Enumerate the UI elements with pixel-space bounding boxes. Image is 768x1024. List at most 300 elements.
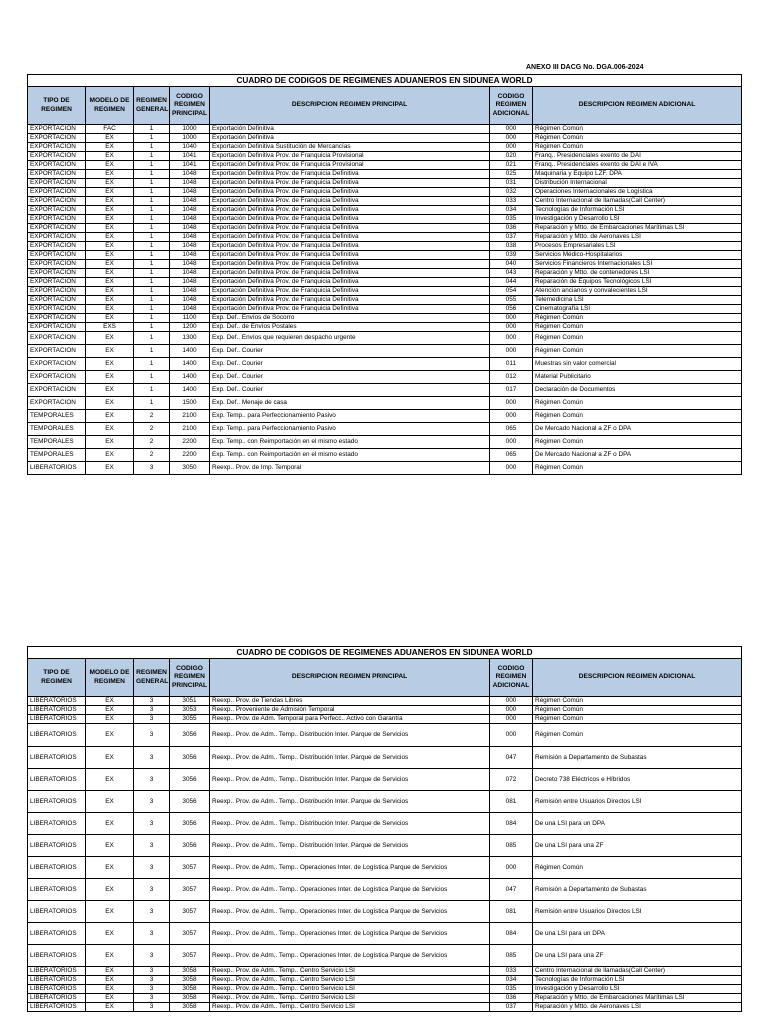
cell-descripcion-adicional: Remisión a Departamento de Subastas bbox=[533, 747, 742, 769]
table-row bbox=[28, 423, 742, 436]
cell-descripcion-principal: Exp. Def.. Envíos de Socorro bbox=[210, 314, 490, 323]
cell-regimen-general: 3 bbox=[134, 791, 170, 813]
cell-codigo-adicional: 000 bbox=[490, 314, 533, 323]
cell-tipo-regimen: EXPORTACION bbox=[28, 269, 86, 278]
cell-modelo-regimen: EX bbox=[86, 462, 134, 475]
cell-codigo-adicional: 000 bbox=[490, 323, 533, 332]
table-row bbox=[28, 188, 742, 197]
table-row bbox=[28, 857, 742, 879]
cell-regimen-general: 2 bbox=[134, 423, 170, 436]
cell-tipo-regimen: EXPORTACION bbox=[28, 345, 86, 358]
cell-tipo-regimen: LIBERATORIOS bbox=[28, 945, 86, 967]
cell-codigo-principal: 1048 bbox=[170, 233, 210, 242]
cell-regimen-general: 3 bbox=[134, 901, 170, 923]
table-row bbox=[28, 332, 742, 345]
cell-codigo-principal: 1400 bbox=[170, 358, 210, 371]
cell-codigo-adicional: 081 bbox=[490, 791, 533, 813]
cell-codigo-principal: 1500 bbox=[170, 397, 210, 410]
cell-codigo-principal: 1000 bbox=[170, 134, 210, 143]
cell-modelo-regimen: EX bbox=[86, 358, 134, 371]
cell-tipo-regimen: EXPORTACION bbox=[28, 224, 86, 233]
cell-modelo-regimen: EX bbox=[86, 945, 134, 967]
cell-descripcion-principal: Reexp.. Prov. de Adm.. Temp.. Distribución Inter. Parque de Servicios bbox=[210, 835, 490, 857]
cell-tipo-regimen: LIBERATORIOS bbox=[28, 835, 86, 857]
cell-codigo-adicional: 065 bbox=[490, 423, 533, 436]
cell-codigo-adicional: 000 bbox=[490, 332, 533, 345]
cell-modelo-regimen: EX bbox=[86, 857, 134, 879]
table-row bbox=[28, 976, 742, 985]
cell-descripcion-principal: Reexp.. Prov. de Adm.. Temp.. Operaciones Inter. de Logística Parque de Servicios bbox=[210, 923, 490, 945]
cell-tipo-regimen: EXPORTACION bbox=[28, 314, 86, 323]
table-row bbox=[28, 879, 742, 901]
cell-regimen-general: 3 bbox=[134, 769, 170, 791]
cell-codigo-principal: 3056 bbox=[170, 813, 210, 835]
cell-codigo-adicional: 047 bbox=[490, 747, 533, 769]
cell-descripcion-adicional: De una LSI para un DPA bbox=[533, 923, 742, 945]
cell-descripcion-principal: Exportación Definitiva Prov. de Franquicia Definitiva bbox=[210, 242, 490, 251]
cell-tipo-regimen: LIBERATORIOS bbox=[28, 747, 86, 769]
header-codigo-adicional: CODIGO REGIMEN ADICIONAL bbox=[490, 659, 533, 697]
cell-descripcion-adicional: Régimen Común bbox=[533, 143, 742, 152]
table-row bbox=[28, 314, 742, 323]
cell-codigo-principal: 3056 bbox=[170, 724, 210, 747]
cell-tipo-regimen: LIBERATORIOS bbox=[28, 976, 86, 985]
table-row bbox=[28, 923, 742, 945]
cell-descripcion-adicional: Decreto 738 Eléctricos e Híbridos bbox=[533, 769, 742, 791]
cell-tipo-regimen: EXPORTACION bbox=[28, 323, 86, 332]
header-regimen-general: REGIMEN GENERAL bbox=[134, 659, 170, 697]
cell-codigo-principal: 1048 bbox=[170, 269, 210, 278]
cell-descripcion-adicional: Reparación y Mtto. de Embarcaciones Marítimas LSI bbox=[533, 224, 742, 233]
cell-codigo-principal: 3057 bbox=[170, 901, 210, 923]
cell-codigo-principal: 1048 bbox=[170, 206, 210, 215]
table-row bbox=[28, 706, 742, 715]
header-modelo-regimen: MODELO DE REGIMEN bbox=[86, 87, 134, 125]
cell-codigo-principal: 1000 bbox=[170, 125, 210, 134]
cell-descripcion-principal: Exp. Temp.. con Reimportación en el mismo estado bbox=[210, 436, 490, 449]
cell-tipo-regimen: EXPORTACION bbox=[28, 371, 86, 384]
cell-tipo-regimen: EXPORTACION bbox=[28, 125, 86, 134]
table-2-body bbox=[28, 697, 742, 1012]
cell-codigo-adicional: 032 bbox=[490, 188, 533, 197]
cell-regimen-general: 3 bbox=[134, 715, 170, 724]
cell-codigo-adicional: 031 bbox=[490, 179, 533, 188]
cell-codigo-adicional: 044 bbox=[490, 278, 533, 287]
cell-modelo-regimen: EX bbox=[86, 188, 134, 197]
cell-descripcion-principal: Exp. Def.. Courier bbox=[210, 371, 490, 384]
cell-codigo-adicional: 000 bbox=[490, 697, 533, 706]
cell-descripcion-principal: Exp. Def.. de Envíos Postales bbox=[210, 323, 490, 332]
cell-descripcion-adicional: Régimen Común bbox=[533, 715, 742, 724]
cell-descripcion-adicional: Reparación y Mtto. de Embarcaciones Marítimas LSI bbox=[533, 994, 742, 1003]
cell-codigo-principal: 2100 bbox=[170, 410, 210, 423]
cell-modelo-regimen: EX bbox=[86, 901, 134, 923]
cell-modelo-regimen: EX bbox=[86, 397, 134, 410]
cell-codigo-adicional: 000 bbox=[490, 410, 533, 423]
table-row bbox=[28, 296, 742, 305]
table-row bbox=[28, 305, 742, 314]
cell-codigo-principal: 1400 bbox=[170, 371, 210, 384]
cell-regimen-general: 3 bbox=[134, 835, 170, 857]
cell-tipo-regimen: LIBERATORIOS bbox=[28, 879, 86, 901]
cell-regimen-general: 1 bbox=[134, 179, 170, 188]
cell-codigo-adicional: 072 bbox=[490, 769, 533, 791]
cell-modelo-regimen: EX bbox=[86, 161, 134, 170]
cell-descripcion-principal: Reexp.. Prov. de Tiendas Libres bbox=[210, 697, 490, 706]
cell-descripcion-principal: Exportación Definitiva Prov. de Franquicia Definitiva bbox=[210, 260, 490, 269]
cell-modelo-regimen: EX bbox=[86, 967, 134, 976]
cell-codigo-adicional: 033 bbox=[490, 197, 533, 206]
header-descripcion-adicional: DESCRIPCION REGIMEN ADICIONAL bbox=[533, 87, 742, 125]
cell-regimen-general: 3 bbox=[134, 857, 170, 879]
cell-tipo-regimen: EXPORTACION bbox=[28, 397, 86, 410]
cell-codigo-adicional: 056 bbox=[490, 305, 533, 314]
cell-descripcion-principal: Reexp.. Prov. de Adm.. Temp.. Centro Servicio LSI bbox=[210, 967, 490, 976]
cell-regimen-general: 3 bbox=[134, 945, 170, 967]
cell-modelo-regimen: EX bbox=[86, 410, 134, 423]
cell-tipo-regimen: LIBERATORIOS bbox=[28, 706, 86, 715]
cell-codigo-principal: 3057 bbox=[170, 945, 210, 967]
table-row bbox=[28, 260, 742, 269]
cell-descripcion-adicional: Maquinaria y Equipo LZF. DPA bbox=[533, 170, 742, 179]
cell-regimen-general: 3 bbox=[134, 697, 170, 706]
cell-tipo-regimen: LIBERATORIOS bbox=[28, 985, 86, 994]
cell-regimen-general: 1 bbox=[134, 206, 170, 215]
cell-modelo-regimen: EXS bbox=[86, 323, 134, 332]
cell-codigo-adicional: 054 bbox=[490, 287, 533, 296]
table-row bbox=[28, 436, 742, 449]
table-title: CUADRO DE CODIGOS DE REGIMENES ADUANEROS EN SIDUNEA WORLD bbox=[27, 646, 742, 658]
cell-descripcion-principal: Reexp.. Prov. de Adm.. Temp.. Distribución Inter. Parque de Servicios bbox=[210, 791, 490, 813]
cell-codigo-adicional: 000 bbox=[490, 134, 533, 143]
cell-modelo-regimen: EX bbox=[86, 1003, 134, 1012]
table-row bbox=[28, 242, 742, 251]
cell-modelo-regimen: EX bbox=[86, 791, 134, 813]
cell-descripcion-principal: Exp. Def.. Menaje de casa bbox=[210, 397, 490, 410]
cell-regimen-general: 2 bbox=[134, 410, 170, 423]
cell-codigo-adicional: 000 bbox=[490, 345, 533, 358]
cell-tipo-regimen: EXPORTACION bbox=[28, 305, 86, 314]
cell-modelo-regimen: EX bbox=[86, 449, 134, 462]
cell-tipo-regimen: TEMPORALES bbox=[28, 436, 86, 449]
regime-codes-table-2 bbox=[27, 646, 742, 1012]
cell-regimen-general: 1 bbox=[134, 287, 170, 296]
cell-descripcion-adicional: Investigación y Desarrollo LSI bbox=[533, 985, 742, 994]
table-row bbox=[28, 1003, 742, 1012]
cell-codigo-adicional: 065 bbox=[490, 449, 533, 462]
cell-modelo-regimen: EX bbox=[86, 197, 134, 206]
cell-codigo-principal: 1040 bbox=[170, 143, 210, 152]
cell-regimen-general: 1 bbox=[134, 314, 170, 323]
cell-descripcion-adicional: Régimen Común bbox=[533, 314, 742, 323]
cell-codigo-adicional: 038 bbox=[490, 242, 533, 251]
cell-codigo-principal: 1200 bbox=[170, 323, 210, 332]
cell-codigo-principal: 1048 bbox=[170, 296, 210, 305]
cell-modelo-regimen: EX bbox=[86, 224, 134, 233]
cell-descripcion-principal: Reexp.. Prov. de Adm.. Temp.. Distribución Inter. Parque de Servicios bbox=[210, 747, 490, 769]
cell-descripcion-principal: Exportación Definitiva Prov. de Franquicia Definitiva bbox=[210, 278, 490, 287]
cell-modelo-regimen: EX bbox=[86, 170, 134, 179]
cell-tipo-regimen: EXPORTACION bbox=[28, 197, 86, 206]
cell-modelo-regimen: EX bbox=[86, 976, 134, 985]
cell-codigo-adicional: 000 bbox=[490, 125, 533, 134]
cell-tipo-regimen: EXPORTACION bbox=[28, 296, 86, 305]
cell-descripcion-adicional: Régimen Común bbox=[533, 857, 742, 879]
cell-codigo-principal: 1048 bbox=[170, 278, 210, 287]
cell-codigo-adicional: 043 bbox=[490, 269, 533, 278]
cell-descripcion-adicional: Remisión entre Usuarios Directos LSI bbox=[533, 901, 742, 923]
cell-descripcion-principal: Reexp.. Prov. de Adm.. Temp.. Distribución Inter. Parque de Servicios bbox=[210, 724, 490, 747]
cell-modelo-regimen: EX bbox=[86, 436, 134, 449]
cell-codigo-adicional: 000 bbox=[490, 724, 533, 747]
cell-modelo-regimen: EX bbox=[86, 134, 134, 143]
table-row bbox=[28, 813, 742, 835]
table-row bbox=[28, 251, 742, 260]
cell-descripcion-principal: Exp. Def.. Courier bbox=[210, 384, 490, 397]
cell-tipo-regimen: EXPORTACION bbox=[28, 384, 86, 397]
cell-modelo-regimen: EX bbox=[86, 251, 134, 260]
cell-descripcion-principal: Exportación Definitiva Prov. de Franquicia Provisional bbox=[210, 152, 490, 161]
cell-tipo-regimen: TEMPORALES bbox=[28, 449, 86, 462]
cell-descripcion-adicional: Telemedicina LSI bbox=[533, 296, 742, 305]
table-row bbox=[28, 215, 742, 224]
cell-codigo-principal: 1400 bbox=[170, 384, 210, 397]
cell-codigo-principal: 3058 bbox=[170, 1003, 210, 1012]
header-descripcion-principal: DESCRIPCION REGIMEN PRINCIPAL bbox=[210, 659, 490, 697]
table-row bbox=[28, 345, 742, 358]
cell-regimen-general: 3 bbox=[134, 1003, 170, 1012]
cell-modelo-regimen: EX bbox=[86, 371, 134, 384]
cell-regimen-general: 3 bbox=[134, 967, 170, 976]
cell-descripcion-adicional: Tecnologías de Información LSI bbox=[533, 206, 742, 215]
table-row bbox=[28, 747, 742, 769]
cell-tipo-regimen: EXPORTACION bbox=[28, 260, 86, 269]
cell-descripcion-adicional: Régimen Común bbox=[533, 345, 742, 358]
cell-modelo-regimen: EX bbox=[86, 706, 134, 715]
cell-descripcion-adicional: Muestras sin valor comercial bbox=[533, 358, 742, 371]
cell-modelo-regimen: EX bbox=[86, 296, 134, 305]
cell-codigo-principal: 3058 bbox=[170, 976, 210, 985]
cell-descripcion-principal: Exp. Temp.. para Perfeccionamiento Pasivo bbox=[210, 423, 490, 436]
cell-descripcion-adicional: Régimen Común bbox=[533, 397, 742, 410]
table-row bbox=[28, 449, 742, 462]
cell-regimen-general: 3 bbox=[134, 994, 170, 1003]
table-row bbox=[28, 697, 742, 706]
header-tipo-regimen: TIPO DE REGIMEN bbox=[28, 87, 86, 125]
cell-modelo-regimen: EX bbox=[86, 305, 134, 314]
cell-modelo-regimen: EX bbox=[86, 332, 134, 345]
cell-codigo-adicional: 033 bbox=[490, 967, 533, 976]
cell-descripcion-principal: Reexp.. Prov. de Adm. Temporal para Perfecc.. Activo con Garantía bbox=[210, 715, 490, 724]
cell-regimen-general: 1 bbox=[134, 305, 170, 314]
cell-regimen-general: 3 bbox=[134, 923, 170, 945]
cell-descripcion-adicional: Declaración de Documentos bbox=[533, 384, 742, 397]
cell-descripcion-principal: Reexp.. Prov. de Adm.. Temp.. Centro Servicio LSI bbox=[210, 1003, 490, 1012]
cell-tipo-regimen: EXPORTACION bbox=[28, 251, 86, 260]
cell-regimen-general: 1 bbox=[134, 143, 170, 152]
cell-descripcion-principal: Reexp.. Prov. de Adm.. Temp.. Centro Servicio LSI bbox=[210, 985, 490, 994]
cell-descripcion-principal: Exp. Temp.. con Reimportación en el mismo estado bbox=[210, 449, 490, 462]
cell-modelo-regimen: EX bbox=[86, 923, 134, 945]
cell-descripcion-principal: Exp. Def.. Envíos que requieren despacho urgente bbox=[210, 332, 490, 345]
header-codigo-principal: CODIGO REGIMEN PRINCIPAL bbox=[170, 87, 210, 125]
table-row bbox=[28, 143, 742, 152]
cell-regimen-general: 1 bbox=[134, 260, 170, 269]
table-row bbox=[28, 384, 742, 397]
cell-modelo-regimen: EX bbox=[86, 260, 134, 269]
cell-modelo-regimen: EX bbox=[86, 179, 134, 188]
cell-descripcion-adicional: Servicios Financieros Internacionales LSI bbox=[533, 260, 742, 269]
table-row bbox=[28, 125, 742, 134]
cell-descripcion-adicional: Régimen Común bbox=[533, 697, 742, 706]
cell-regimen-general: 1 bbox=[134, 215, 170, 224]
cell-descripcion-principal: Exportación Definitiva Sustitución de Mercancías bbox=[210, 143, 490, 152]
cell-regimen-general: 1 bbox=[134, 125, 170, 134]
cell-descripcion-adicional: Cinematografía LSI bbox=[533, 305, 742, 314]
cell-descripcion-adicional: Régimen Común bbox=[533, 125, 742, 134]
cell-regimen-general: 3 bbox=[134, 724, 170, 747]
cell-descripcion-adicional: Investigación y Desarrollo LSI bbox=[533, 215, 742, 224]
annex-label: ANEXO III DACG No. DGA.006-2024 bbox=[526, 64, 644, 71]
cell-descripcion-adicional: De una LSI para una ZF bbox=[533, 945, 742, 967]
cell-modelo-regimen: EX bbox=[86, 242, 134, 251]
cell-codigo-principal: 3057 bbox=[170, 879, 210, 901]
cell-codigo-principal: 3056 bbox=[170, 835, 210, 857]
cell-descripcion-adicional: Régimen Común bbox=[533, 706, 742, 715]
cell-codigo-principal: 1048 bbox=[170, 188, 210, 197]
cell-codigo-principal: 2200 bbox=[170, 449, 210, 462]
cell-regimen-general: 1 bbox=[134, 251, 170, 260]
cell-regimen-general: 1 bbox=[134, 397, 170, 410]
cell-codigo-principal: 1048 bbox=[170, 197, 210, 206]
cell-modelo-regimen: EX bbox=[86, 314, 134, 323]
cell-descripcion-principal: Exportación Definitiva Prov. de Franquicia Definitiva bbox=[210, 197, 490, 206]
cell-descripcion-principal: Exp. Temp.. para Perfeccionamiento Pasivo bbox=[210, 410, 490, 423]
cell-descripcion-principal: Exportación Definitiva Prov. de Franquicia Definitiva bbox=[210, 224, 490, 233]
cell-codigo-adicional: 037 bbox=[490, 1003, 533, 1012]
cell-descripcion-adicional: De una LSI para un DPA bbox=[533, 813, 742, 835]
cell-codigo-principal: 3053 bbox=[170, 706, 210, 715]
cell-descripcion-principal: Exp. Def.. Courier bbox=[210, 358, 490, 371]
cell-modelo-regimen: EX bbox=[86, 278, 134, 287]
cell-codigo-adicional: 012 bbox=[490, 371, 533, 384]
table-row bbox=[28, 179, 742, 188]
cell-descripcion-adicional: Reparación de Equipos Tecnológicos LSI bbox=[533, 278, 742, 287]
table-row bbox=[28, 170, 742, 179]
cell-tipo-regimen: EXPORTACION bbox=[28, 161, 86, 170]
cell-codigo-adicional: 036 bbox=[490, 994, 533, 1003]
header-regimen-general: REGIMEN GENERAL bbox=[134, 87, 170, 125]
cell-regimen-general: 2 bbox=[134, 449, 170, 462]
cell-modelo-regimen: EX bbox=[86, 769, 134, 791]
cell-descripcion-principal: Reexp.. Prov. de Imp. Temporal bbox=[210, 462, 490, 475]
cell-descripcion-principal: Exportación Definitiva Prov. de Franquicia Provisional bbox=[210, 161, 490, 170]
header-modelo-regimen: MODELO DE REGIMEN bbox=[86, 659, 134, 697]
cell-descripcion-principal: Exportación Definitiva Prov. de Franquicia Definitiva bbox=[210, 287, 490, 296]
cell-descripcion-adicional: Régimen Común bbox=[533, 724, 742, 747]
cell-codigo-principal: 1400 bbox=[170, 345, 210, 358]
header-codigo-principal: CODIGO REGIMEN PRINCIPAL bbox=[170, 659, 210, 697]
cell-regimen-general: 2 bbox=[134, 436, 170, 449]
cell-regimen-general: 1 bbox=[134, 332, 170, 345]
cell-modelo-regimen: EX bbox=[86, 215, 134, 224]
cell-descripcion-principal: Exportación Definitiva Prov. de Franquicia Definitiva bbox=[210, 206, 490, 215]
cell-codigo-principal: 1048 bbox=[170, 242, 210, 251]
cell-regimen-general: 1 bbox=[134, 161, 170, 170]
cell-tipo-regimen: EXPORTACION bbox=[28, 332, 86, 345]
cell-tipo-regimen: EXPORTACION bbox=[28, 358, 86, 371]
cell-tipo-regimen: EXPORTACION bbox=[28, 206, 86, 215]
cell-descripcion-adicional: Servicios Médico-Hospitalarios bbox=[533, 251, 742, 260]
cell-tipo-regimen: TEMPORALES bbox=[28, 423, 86, 436]
cell-descripcion-principal: Exportación Definitiva Prov. de Franquicia Definitiva bbox=[210, 170, 490, 179]
table-row bbox=[28, 835, 742, 857]
cell-descripcion-adicional: Centro Internacional de llamadas(Call Center) bbox=[533, 197, 742, 206]
cell-tipo-regimen: LIBERATORIOS bbox=[28, 923, 86, 945]
table-row bbox=[28, 791, 742, 813]
cell-codigo-principal: 1041 bbox=[170, 161, 210, 170]
cell-modelo-regimen: EX bbox=[86, 233, 134, 242]
cell-descripcion-principal: Reexp.. Prov. de Adm.. Temp.. Distribución Inter. Parque de Servicios bbox=[210, 813, 490, 835]
cell-descripcion-principal: Reexp.. Prov. de Adm.. Temp.. Operaciones Inter. de Logística Parque de Servicios bbox=[210, 879, 490, 901]
cell-descripcion-adicional: Reparación y Mtto. de contenedores LSI bbox=[533, 269, 742, 278]
cell-descripcion-adicional: Remisión a Departamento de Subastas bbox=[533, 879, 742, 901]
cell-descripcion-principal: Exportación Definitiva Prov. de Franquicia Definitiva bbox=[210, 251, 490, 260]
cell-modelo-regimen: EX bbox=[86, 994, 134, 1003]
cell-tipo-regimen: LIBERATORIOS bbox=[28, 462, 86, 475]
cell-tipo-regimen: LIBERATORIOS bbox=[28, 769, 86, 791]
cell-codigo-principal: 3058 bbox=[170, 985, 210, 994]
table-row bbox=[28, 358, 742, 371]
table-row bbox=[28, 134, 742, 143]
table-row bbox=[28, 152, 742, 161]
cell-regimen-general: 1 bbox=[134, 371, 170, 384]
table-row bbox=[28, 994, 742, 1003]
cell-descripcion-principal: Exp. Def.. Courier bbox=[210, 345, 490, 358]
cell-codigo-adicional: 000 bbox=[490, 462, 533, 475]
cell-modelo-regimen: EX bbox=[86, 879, 134, 901]
cell-regimen-general: 1 bbox=[134, 188, 170, 197]
cell-tipo-regimen: LIBERATORIOS bbox=[28, 813, 86, 835]
cell-descripcion-adicional: Reparación y Mtto. de Aeronaves LSI bbox=[533, 1003, 742, 1012]
cell-codigo-principal: 3057 bbox=[170, 857, 210, 879]
table-row bbox=[28, 985, 742, 994]
cell-modelo-regimen: EX bbox=[86, 697, 134, 706]
cell-descripcion-adicional: Régimen Común bbox=[533, 323, 742, 332]
cell-modelo-regimen: EX bbox=[86, 269, 134, 278]
cell-descripcion-principal: Reexp.. Prov. de Adm.. Temp.. Operaciones Inter. de Logística Parque de Servicios bbox=[210, 901, 490, 923]
table-row bbox=[28, 410, 742, 423]
cell-descripcion-adicional: Régimen Común bbox=[533, 462, 742, 475]
cell-codigo-adicional: 035 bbox=[490, 985, 533, 994]
table-row bbox=[28, 371, 742, 384]
cell-codigo-adicional: 017 bbox=[490, 384, 533, 397]
cell-modelo-regimen: EX bbox=[86, 143, 134, 152]
cell-descripcion-adicional: Atención ancianos y convalecientes LSI bbox=[533, 287, 742, 296]
cell-regimen-general: 3 bbox=[134, 813, 170, 835]
cell-descripcion-principal: Reexp.. Prov. de Adm.. Temp.. Distribución Inter. Parque de Servicios bbox=[210, 769, 490, 791]
cell-descripcion-adicional: De una LSI para una ZF bbox=[533, 835, 742, 857]
cell-regimen-general: 3 bbox=[134, 985, 170, 994]
cell-codigo-adicional: 039 bbox=[490, 251, 533, 260]
cell-tipo-regimen: EXPORTACION bbox=[28, 215, 86, 224]
cell-modelo-regimen: EX bbox=[86, 423, 134, 436]
cell-codigo-principal: 1041 bbox=[170, 152, 210, 161]
cell-codigo-adicional: 000 bbox=[490, 143, 533, 152]
cell-descripcion-principal: Exportación Definitiva Prov. de Franquicia Definitiva bbox=[210, 179, 490, 188]
cell-modelo-regimen: EX bbox=[86, 813, 134, 835]
cell-descripcion-principal: Reexp.. Prov. de Adm.. Temp.. Operaciones Inter. de Logística Parque de Servicios bbox=[210, 945, 490, 967]
